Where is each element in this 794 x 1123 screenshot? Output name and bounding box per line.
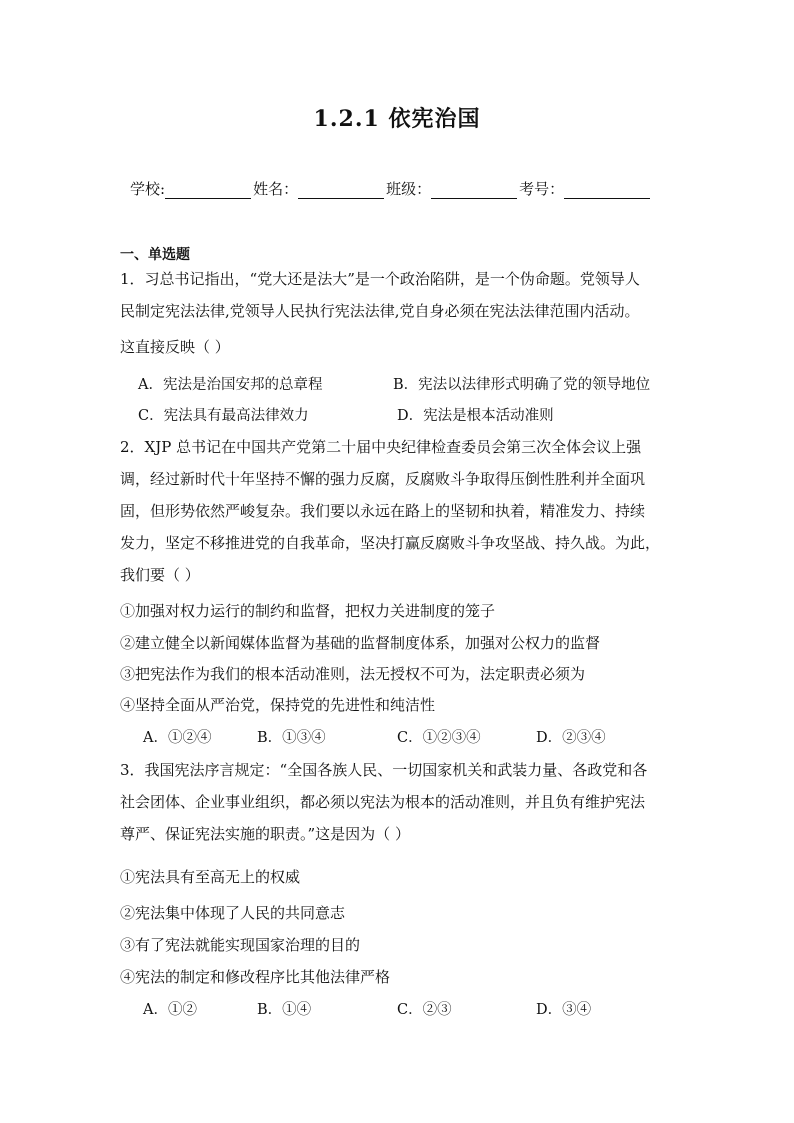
school-label: 学校: — [130, 180, 166, 198]
q1-line-1: 1．习总书记指出，“党大还是法大”是一个政治陷阱，是一个伪命题。党领导人 — [120, 270, 640, 288]
q2-item-1: ①加强对权力运行的制约和监督，把权力关进制度的笼子 — [120, 602, 496, 620]
class-label: 班级： — [386, 180, 432, 198]
q3-item-2: ②宪法集中体现了人民的共同意志 — [120, 904, 346, 922]
q2-line-5: 我们要（ ） — [120, 566, 200, 584]
q3-line-2: 社会团体、企业事业组织，都必须以宪法为根本的活动准则，并且负有维护宪法 — [120, 793, 646, 811]
class-blank[interactable] — [431, 184, 517, 199]
name-blank[interactable] — [298, 184, 384, 199]
q1-line-3: 这直接反映（ ） — [120, 338, 230, 356]
q2-option-d[interactable]: D．②③④ — [536, 730, 606, 746]
q2-item-2: ②建立健全以新闻媒体监督为基础的监督制度体系，加强对公权力的监督 — [120, 634, 601, 652]
q1-option-d[interactable]: D．宪法是根本活动准则 — [397, 408, 554, 424]
q2-option-a[interactable]: A．①②④ — [143, 730, 212, 746]
q2-option-b[interactable]: B．①③④ — [257, 730, 326, 746]
q2-item-4: ④坚持全面从严治党，保持党的先进性和纯洁性 — [120, 696, 436, 714]
q2-line-2: 调，经过新时代十年坚持不懈的强力反腐，反腐败斗争取得压倒性胜利并全面巩 — [120, 470, 646, 488]
q3-line-1: 3．我国宪法序言规定：“全国各族人民、一切国家机关和武装力量、各政党和各 — [120, 761, 648, 779]
q2-line-3: 固，但形势依然严峻复杂。我们要以永远在路上的坚韧和执着，精准发力、持续 — [120, 502, 646, 520]
name-label: 姓名： — [253, 180, 299, 198]
number-blank[interactable] — [564, 184, 650, 199]
q1-option-b[interactable]: B．宪法以法律形式明确了党的领导地位 — [393, 377, 651, 393]
q2-option-c[interactable]: C．①②③④ — [397, 730, 481, 746]
section-heading: 一、单选题 — [120, 247, 190, 263]
q1-line-2: 民制定宪法法律,党领导人民执行宪法法律,党自身必须在宪法法律范围内活动。 — [120, 302, 640, 320]
q2-item-3: ③把宪法作为我们的根本活动准则，法无授权不可为，法定职责必须为 — [120, 665, 586, 683]
q2-line-1: 2．XJP 总书记在中国共产党第二十届中央纪律检查委员会第三次全体会议上强 — [120, 438, 642, 456]
page-title: 1.2.1 依宪治国 — [313, 106, 481, 132]
q3-option-a[interactable]: A．①② — [143, 1002, 197, 1018]
q2-line-4: 发力，坚定不移推进党的自我革命，坚决打赢反腐败斗争攻坚战、持久战。为此， — [120, 534, 661, 552]
number-label: 考号： — [519, 180, 565, 198]
q3-option-b[interactable]: B．①④ — [257, 1002, 312, 1018]
q3-line-3: 尊严、保证宪法实施的职责。”这是因为（ ） — [120, 825, 410, 843]
q3-item-4: ④宪法的制定和修改程序比其他法律严格 — [120, 968, 391, 986]
q1-option-c[interactable]: C．宪法具有最高法律效力 — [138, 408, 309, 424]
school-blank[interactable] — [165, 184, 251, 199]
q3-item-1: ①宪法具有至高无上的权威 — [120, 868, 301, 886]
student-info-row — [130, 178, 652, 199]
q3-option-d[interactable]: D．③④ — [536, 1002, 592, 1018]
q1-option-a[interactable]: A．宪法是治国安邦的总章程 — [138, 377, 323, 393]
q3-option-c[interactable]: C．②③ — [397, 1002, 452, 1018]
q3-item-3: ③有了宪法就能实现国家治理的目的 — [120, 936, 361, 954]
